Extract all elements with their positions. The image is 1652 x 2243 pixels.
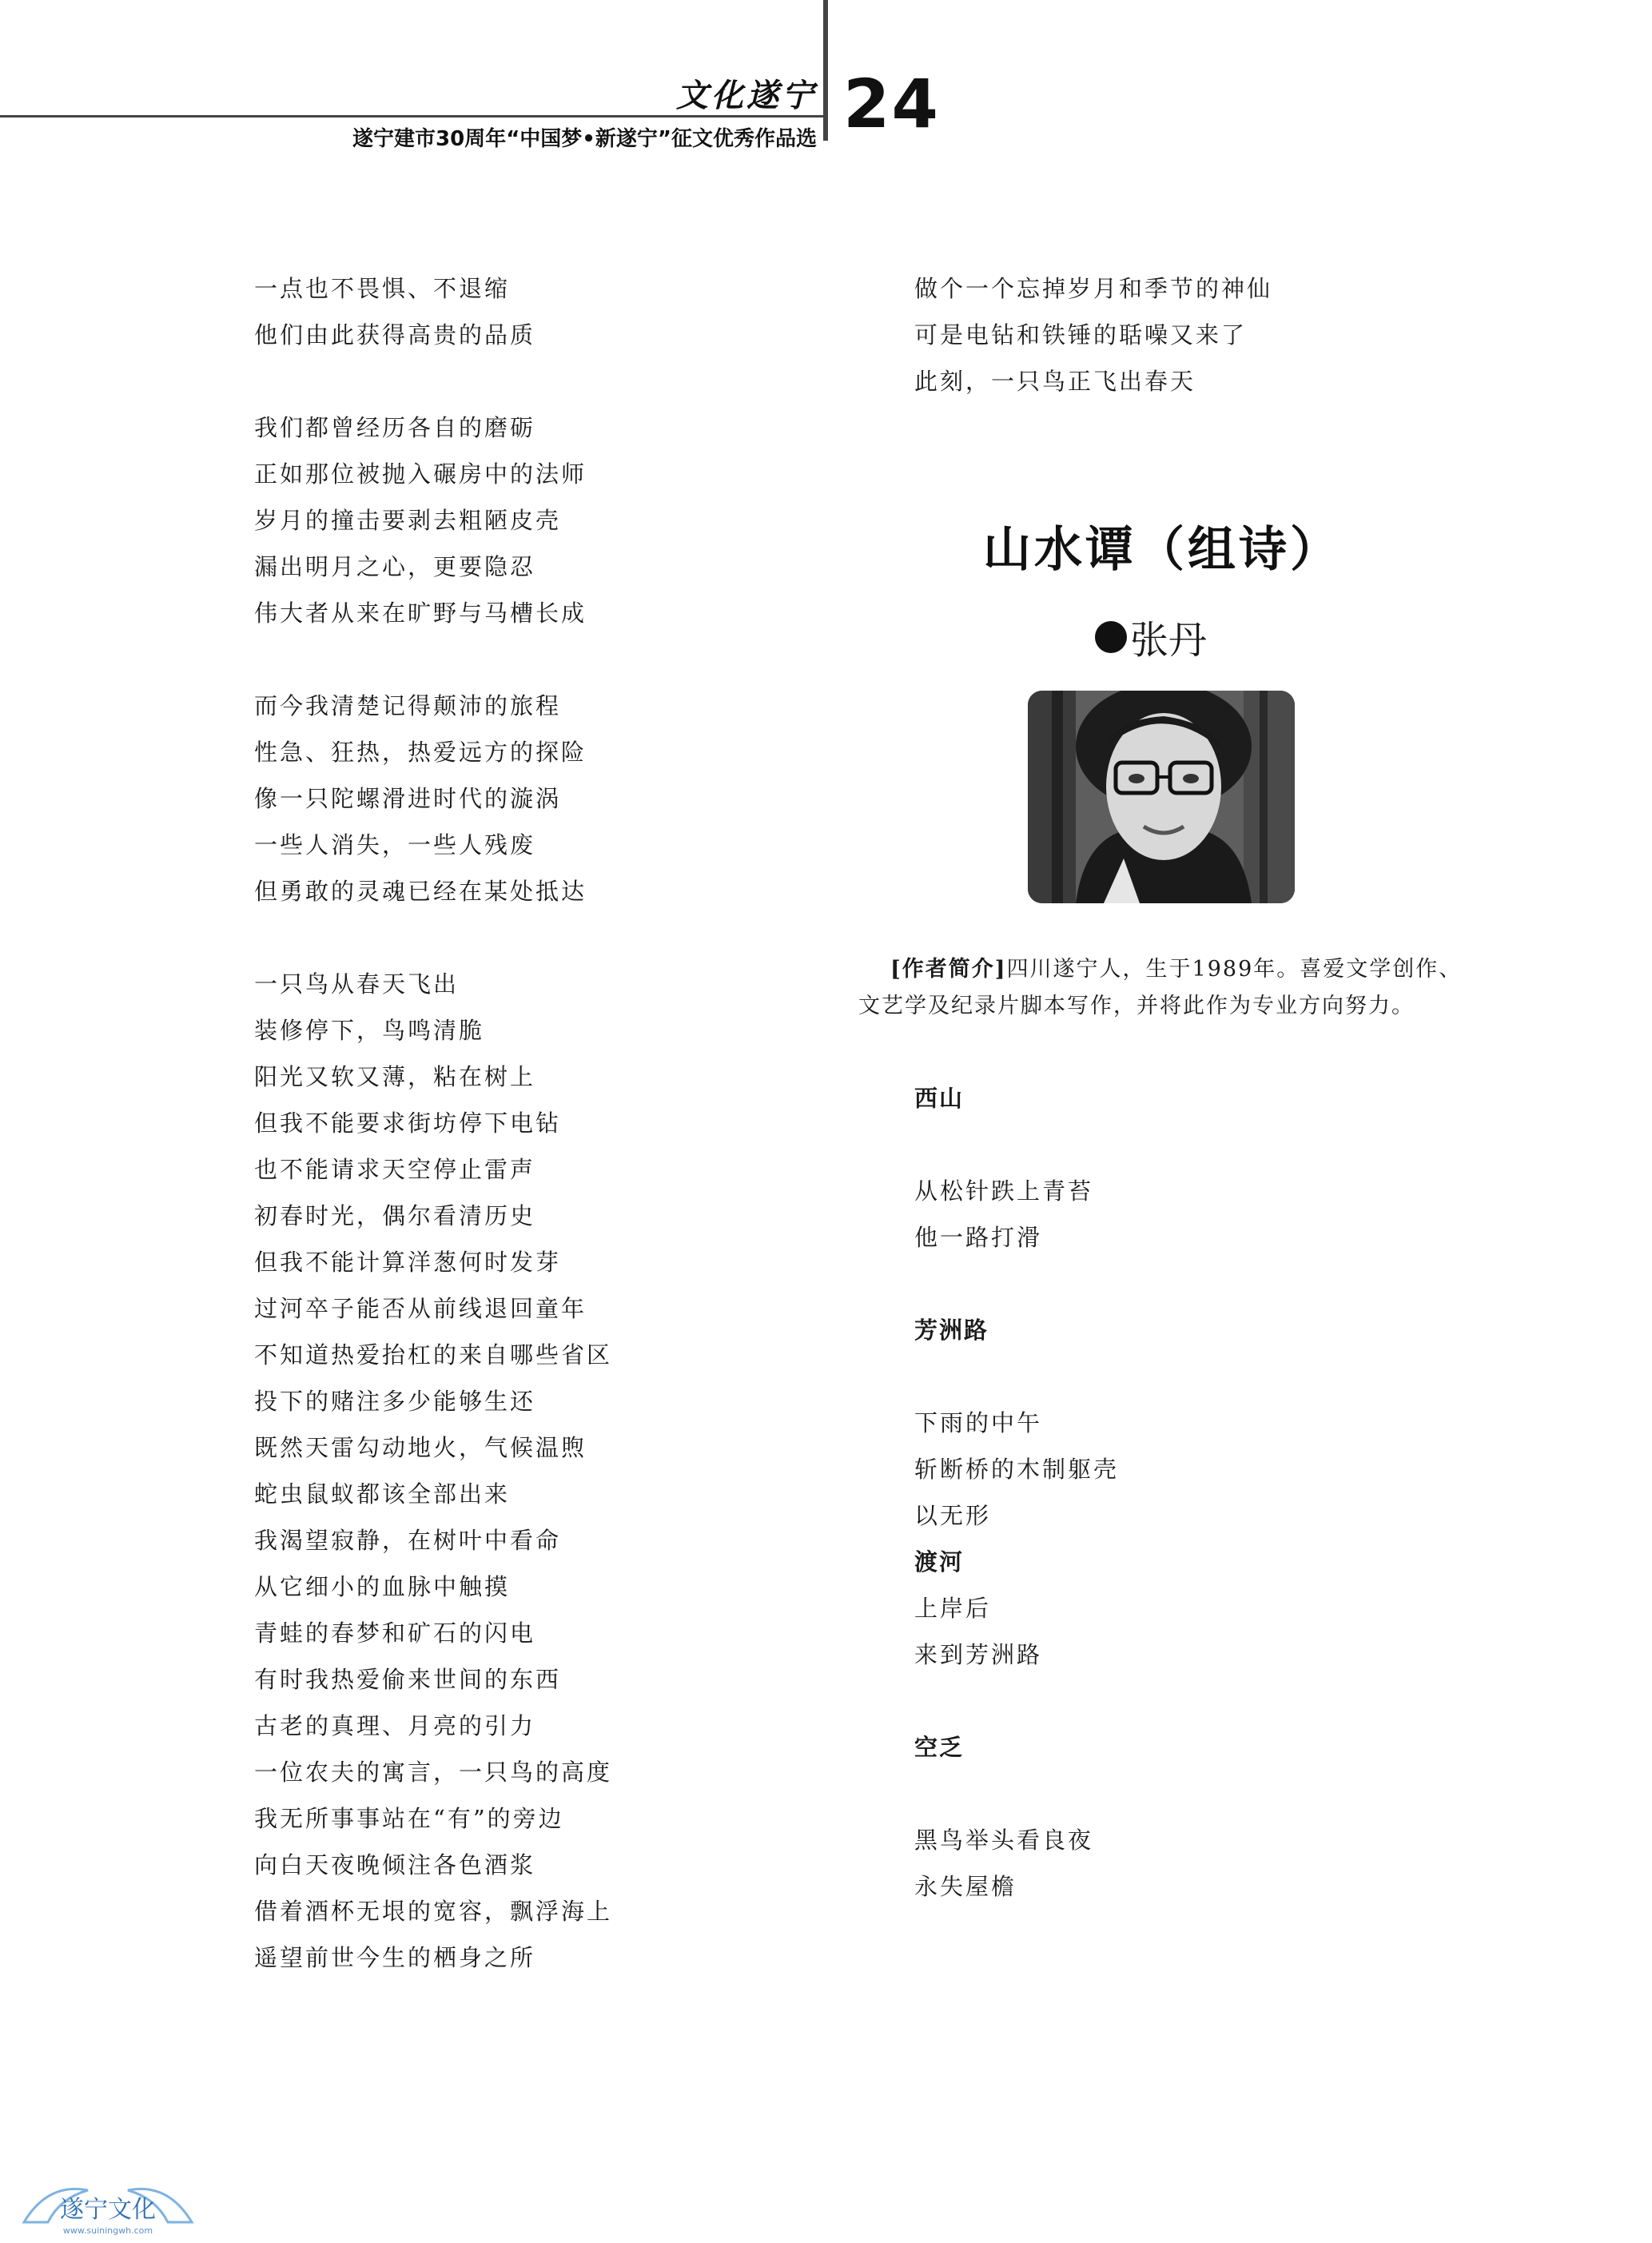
author-byline bbox=[1095, 609, 1207, 664]
author-bio bbox=[858, 951, 1514, 1025]
stanza-break bbox=[914, 1771, 1119, 1817]
poem-line: 从它细小的血脉中触摸 bbox=[254, 1573, 511, 1600]
left-poem-column bbox=[254, 265, 612, 1981]
section-subtitle: 遂宁建市30周年“中国梦•新遂宁”征文优秀作品选 bbox=[352, 127, 817, 151]
poem-line: 装修停下，鸟鸣清脆 bbox=[254, 1017, 485, 1044]
poem-line: 伟大者从来在旷野与马槽长成 bbox=[254, 600, 587, 627]
wing-logo-icon bbox=[16, 2166, 200, 2238]
poem-line: 一只鸟从春天飞出 bbox=[254, 970, 460, 998]
poem-line: 过河卒子能否从前线退回童年 bbox=[254, 1295, 587, 1322]
poem-line: 但我不能要求街坊停下电钻 bbox=[254, 1110, 562, 1137]
poem-line: 一位农夫的寓言，一只鸟的高度 bbox=[254, 1759, 613, 1786]
stanza-break bbox=[254, 358, 612, 404]
author-portrait-image bbox=[1028, 691, 1295, 903]
poem-line: 上岸后 bbox=[914, 1595, 992, 1622]
poem-section-body bbox=[914, 1400, 1119, 1539]
poem-line: 既然天雷勾动地火，气候温煦 bbox=[254, 1434, 587, 1461]
poem-line: 斩断桥的木制躯壳 bbox=[914, 1456, 1120, 1483]
page-number: 24 bbox=[843, 65, 940, 143]
stanza-break bbox=[914, 1261, 1119, 1307]
poem-line: 阳光又软又薄，粘在树上 bbox=[254, 1063, 536, 1090]
poem-section-body bbox=[914, 1585, 1119, 1678]
poem-line: 投下的赌注多少能够生还 bbox=[254, 1388, 536, 1415]
poem-section-title: 空乏 bbox=[914, 1734, 965, 1761]
poem-section-title: 西山 bbox=[914, 1085, 965, 1112]
poem-line: 蛇虫鼠蚁都该全部出来 bbox=[254, 1480, 511, 1508]
poem-line: 向白天夜晚倾注各色酒浆 bbox=[254, 1851, 536, 1878]
right-poem-continuation bbox=[914, 265, 1272, 404]
poem-line: 我无所事事站在“有”的旁边 bbox=[254, 1805, 564, 1832]
poem-line: 也不能请求天空停止雷声 bbox=[254, 1156, 536, 1183]
poem-line: 做个一个忘掉岁月和季节的神仙 bbox=[914, 275, 1273, 302]
poem-line: 漏出明月之心，更要隐忍 bbox=[254, 553, 536, 580]
poem-title: 山水谭（组诗） bbox=[983, 522, 1341, 578]
poem-line: 我们都曾经历各自的磨砺 bbox=[254, 414, 536, 441]
poem-line: 像一只陀螺滑进时代的漩涡 bbox=[254, 785, 562, 812]
poem-line: 遥望前世今生的栖身之所 bbox=[254, 1944, 536, 1971]
stanza-break bbox=[914, 1353, 1119, 1400]
poem-line: 从松针跌上青苔 bbox=[914, 1177, 1094, 1205]
stanza-break bbox=[914, 1678, 1119, 1724]
stanza-break bbox=[254, 636, 612, 683]
poem-line: 一些人消失，一些人残废 bbox=[254, 831, 536, 859]
author-photo bbox=[1028, 691, 1295, 903]
stanza-break bbox=[254, 914, 612, 961]
poem-section-title: 渡河 bbox=[914, 1548, 965, 1576]
watermark-text: 遂宁文化 bbox=[60, 2196, 156, 2224]
poem-line: 古老的真理、月亮的引力 bbox=[254, 1712, 536, 1739]
poem-line: 正如那位被抛入碾房中的法师 bbox=[254, 460, 587, 488]
bio-text-line1: 四川遂宁人，生于1989年。喜爱文学创作、 bbox=[1006, 957, 1463, 982]
poem-line: 他们由此获得高贵的品质 bbox=[254, 321, 536, 349]
poem-line: 但我不能计算洋葱何时发芽 bbox=[254, 1249, 562, 1276]
poem-line: 性急、狂热，热爱远方的探险 bbox=[254, 739, 587, 766]
poem-section-title: 芳洲路 bbox=[914, 1317, 989, 1344]
poem-line: 借着酒杯无垠的宽容，飘浮海上 bbox=[254, 1898, 613, 1925]
poem-line: 来到芳洲路 bbox=[914, 1641, 1043, 1668]
poem-line: 可是电钻和铁锤的聒噪又来了 bbox=[914, 321, 1248, 349]
poem-line: 永失屋檐 bbox=[914, 1873, 1017, 1900]
poem-line: 下雨的中午 bbox=[914, 1409, 1043, 1436]
poem-line: 但勇敢的灵魂已经在某处抵达 bbox=[254, 878, 587, 905]
bio-text-line2: 文艺学及纪录片脚本写作，并将此作为专业方向努力。 bbox=[858, 994, 1415, 1018]
poem-line: 而今我清楚记得颠沛的旅程 bbox=[254, 692, 562, 719]
poem-line: 我渴望寂静，在树叶中看命 bbox=[254, 1527, 562, 1554]
poem-line: 以无形 bbox=[914, 1502, 992, 1529]
poem-section-body bbox=[914, 1817, 1119, 1910]
poem-line: 有时我热爱偷来世间的东西 bbox=[254, 1666, 562, 1693]
stanza-break bbox=[914, 1122, 1119, 1168]
poem-line: 一点也不畏惧、不退缩 bbox=[254, 275, 511, 302]
bio-label: [作者简介] bbox=[890, 957, 1007, 982]
poem-line: 岁月的撞击要剥去粗陋皮壳 bbox=[254, 507, 562, 534]
poem-line: 不知道热爱抬杠的来自哪些省区 bbox=[254, 1341, 613, 1369]
poem-line: 黑鸟举头看良夜 bbox=[914, 1827, 1094, 1854]
watermark-url: www.suiningwh.com bbox=[62, 2225, 153, 2236]
poem-line: 他一路打滑 bbox=[914, 1224, 1043, 1251]
poem-line: 青蛙的春梦和矿石的闪电 bbox=[254, 1620, 536, 1647]
site-watermark bbox=[16, 2166, 200, 2238]
poem-sections bbox=[914, 1075, 1119, 1910]
poem-section-body bbox=[914, 1168, 1119, 1261]
poem-line: 初春时光，偶尔看清历史 bbox=[254, 1202, 536, 1229]
bullet-dot-icon bbox=[1095, 621, 1127, 653]
author-name: 张丹 bbox=[1130, 618, 1208, 663]
poem-line: 此刻，一只鸟正飞出春天 bbox=[914, 368, 1196, 395]
section-title: 文化遂宁 bbox=[676, 78, 817, 114]
header-vertical-rule bbox=[823, 0, 828, 141]
